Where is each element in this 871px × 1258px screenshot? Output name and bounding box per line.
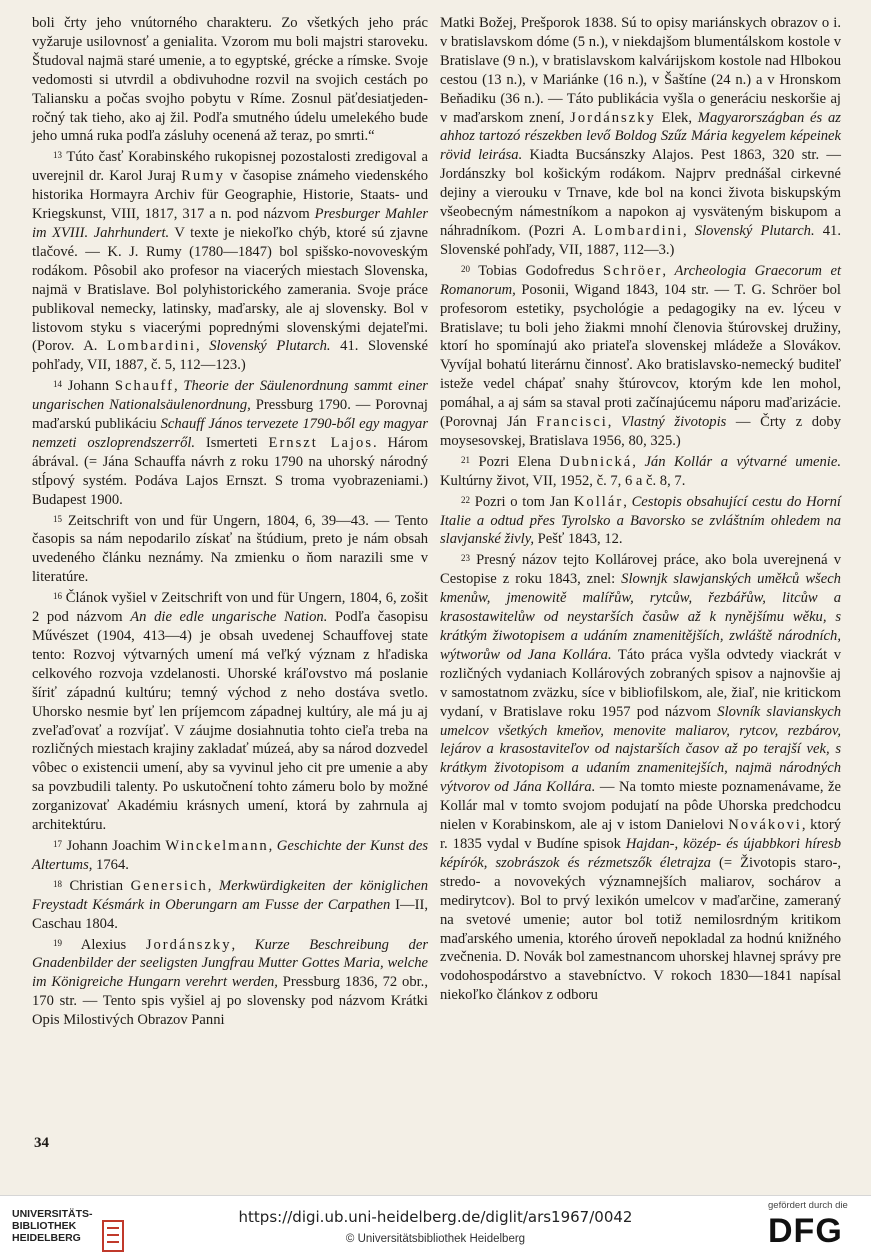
permalink-url[interactable]: https://digi.ub.uni-heidelberg.de/diglit/ars1967/0042 bbox=[238, 1208, 633, 1226]
library-name-line-1: UNIVERSITÄTS- bbox=[12, 1208, 93, 1220]
footnote-paragraph: $^{16}$ Článok vyšiel v Zeitschrift von und für Ungern, 1804, 6, zošit 2 pod názvom An die edle ungarische Nation. Podľa časopisu Művészet (1904, 413—4) je obsah uvedenej Schauffovej state tento: Rozvoj výtvarných umení má veľký význam z hľadiska celkového rozvoja vzdelanosti. Uhorské kráľovstvo má poslanie šíriť západnú kultúru; temný východ z neho dostáva svetlo. Uhorsko nesmie byť len príjemcom západnej kultúry, ale má ju aj zveľaďovať a rozvíjať. V záujme dosiahnutia tohto cieľa treba na rozličných miestach krajiny zakladať múzeá, aby sa národ dozvedel vôbec o existencii umení, aby sa vyvinul jeho cit pre umenie a aby sa povzbudili talenty. Po uskutočnení tohto zámeru bolo by možné zorganizovať Akadémiu krásnych umení, ktorá by zahrnula aj architektúru. bbox=[32, 590, 428, 834]
footnote-paragraph: $^{17}$ Johann Joachim Winckelmann, Geschichte der Kunst des Altertums, 1764. bbox=[32, 837, 428, 873]
funder-note: gefördert durch die bbox=[768, 1200, 848, 1211]
page-number: 34 bbox=[34, 1135, 49, 1151]
library-name-line-2: BIBLIOTHEK bbox=[12, 1220, 77, 1232]
footnote-paragraph: $^{19}$ Alexius Jordánszky, Kurze Beschreibung der Gnadenbilder der seeligsten Jungfrau Mutter Gottes Maria, welche im Königreiche Hungarn verehrt werden, Pressburg 1836, 72 obr., 170 str. — Tento spis vyšiel aj po slovensky pod názvom Krátki Opis Milostivých Obrazov Panni bbox=[32, 936, 429, 1029]
continued-paragraph: boli črty jeho vnútorného charakteru. Zo všetkých jeho prác vyžaruje usilovnosť a genialita. Vzorom mu boli majstri staroveku. Študoval najmä staré umenie, a to egyptské, grécke a rímske. Svoje vedomosti si utvrdil a obdivuhodne rozvil na svojich cestách po Taliansku a počas svojho pobytu v Ríme. Zosnul päťdesiatjeden-ročný tak tieho, ako aj žil. Podľa smutného údelu umelekého bude jeho umná ruka podľa zásluhy ocenená až teraz, po smrti.“ bbox=[32, 15, 428, 145]
footnote-paragraph: $^{15}$ Zeitschrift von und für Ungern, 1804, 6, 39—43. — Tento časopis sa nám nepodarilo získať na štúdium, preto je nám obsah uvedeného článku neznámy. Na zmienku o ňom narazili sme v literatúre. bbox=[32, 512, 428, 586]
footnote-paragraph: $^{23}$ Presný názov tejto Kollárovej práce, ako bola uverejnená v Cestopise z roku 1843, znel: Slownjk slawjanských uměłců wšech kmenůw, jmenowitě malířůw, rytcůw, řezbářůw, litcůw a krasostawitelůw od neystarších časůw až k nynějšímu wěku, s krátkým žiwotopisem a udáním znamenitějších, zwláště národních, wýtworůw od Jana Kollára. Táto práca vyšla odvtedy viackrát v rozličných vydaniach Kollárových zobraných spisov a najnovšie aj v samostatnom zväzku, síce v bibliofilskom, ale, žiaľ, nie kritickom vydaní, v Bratislave roku 1957 pod názvom Slovník slavianskych umelcov všetkých kmeňov, menovite maliarov, rytcov, rezbárov, lejárov a krasostaviteľov od najstarších časov až po terajší vek, s krátkym životopisom a udaním znamenitejších, najmä národných výtvorov od Jána Kollára. — Na tomto mieste poznamenávame, že Kollár mal v tomto svojom podujatí na pôde Uhorska predchodcu nielen v Korabinskom, ale aj v istom Danielovi Novákovi, ktorý r. 1835 vydal v Budíne spisok Hajdan-, közép- és újabbkori híresb képírók, szobrászok és rézmetszők életrajza (= Životopis staro-, stredo- a novovekých významnejších maliarov, sochárov a medirytcov). Bol to prvý lexikón umelcov v maďarčine, zameraný na svetové umenie; autor bol totiž nemilosrdným kritikom maďarského umenia, ktorého úroveň nepokladal za hodnú knižného zvečnenia. D. Novák bol zamestnancom uhorskej hlavnej správy pre vodohospodárstvo a stavebníctvo. V rokoch 1830—1841 napísal niekoľko článkov z odboru bbox=[440, 552, 841, 1004]
right-column bbox=[440, 14, 841, 1005]
footnote-paragraph: $^{20}$ Tobias Godofredus Schröer, Archeologia Graecorum et Romanorum, Posonii, Wigand 1843, 104 str. — T. G. Schröer bol profesorom estetiky, psychológie a pedagogiky na ev. lýceu v Bratislave; tu boli jeho žiakmi mnohí členovia štúrovskej družiny, ktorí ho spomínajú ako priateľa slovenskej mládeže a Slovákov. Vyvíjal bohatú literárnu činnosť. Ako bratislavsko-nemecký buditeľ isteže vedel chápať snahy štúrovcov, ktorým kde len mohol, pomáhal, a aj sám sa staval proti začínajúcemu náporu maďarizácie. (Porovnaj Ján Francisci, Vlastný životopis — Črty z doby moysesovskej, Bratislava 1956, 80, 325.) bbox=[440, 262, 841, 449]
viewer-footer bbox=[0, 1195, 871, 1258]
copyright-notice: © Universitätsbibliothek Heidelberg bbox=[345, 1233, 526, 1245]
library-name-line-3: HEIDELBERG bbox=[12, 1232, 81, 1244]
footnote-paragraph: $^{22}$ Pozri o tom Jan Kollár, Cestopis obsahující cestu do Horní Italie a odtud přes Tyrolsko a Bavorsko se zvláštním ohledem na slavjanské živly, Pešť 1843, 12. bbox=[440, 493, 841, 548]
left-column bbox=[32, 14, 428, 1030]
footnote-paragraph: $^{14}$ Johann Schauff, Theorie der Säulenordnung sammt einer ungarischen Nationalsäulenordnung, Pressburg 1790. — Porovnaj maďarskú publikáciu Schauff János tervezete 1790-ből egy magyar nemzeti oszloprendszerről. Ismerteti Ernszt Lajos. Három ábrával. (= Jána Schauffa návrh z roku 1790 na uhorský národný stĺpový systém. Podáva Lajos Ernszt. S troma vyobrazeniami.) Budapest 1900. bbox=[32, 378, 429, 508]
footnote-paragraph: $^{21}$ Pozri Elena Dubnická, Ján Kollár a výtvarné umenie. Kultúrny život, VII, 1952, č. 7, 6 a č. 8, 7. bbox=[440, 453, 841, 489]
dfg-logo[interactable] bbox=[768, 1200, 860, 1254]
footnote-paragraph: $^{13}$ Túto časť Korabinského rukopisnej pozostalosti zredigoval a uverejnil dr. Karol Juraj Rumy v časopise známeho viedenského historika Hormayra Archiv für Geographie, Historie, Staats- und Kriegskunst, VIII, 1817, 317 a n. pod názvom Presburger Mahler im XVIII. Jahrhundert. V texte je niekoľko chýb, ktoré sú zjavne tlačové. — K. J. Rumy (1780—1847) bol spišsko-novoveským rodákom. Pôsobil ako profesor na viacerých miestach Slovenska, najmä v Bratislave. Bol polyhistorického zamerania. Svoje práce publikoval nemecky, latinsky, maďarsky, ale aj slovensky. Bol v listovom styku s viacerými poprednými slovenskými dejateľmi. (Porov. A. Lombardini, Slovenský Plutarch. 41. Slovenské pohľady, VII, 1887, č. 5, 112—123.) bbox=[32, 149, 429, 374]
continued-paragraph: Matki Božej, Prešporok 1838. Sú to opisy mariánskych obrazov o i. v bratislavskom dóme (5 n.), v niekdajšom blumentálskom kostole v Bratislave (9 n.), v bratislavskom kalvárijskom kostole nad Hlbokou cestou (13 n.), v Mariánke (16 n.), v Šaštíne (24 n.) a v Hronskom Beňadiku (36 n.). — Táto publikácia vyšla o generáciu neskoršie aj v maďarskom znení, Jordánszky Elek, Magyarországban és az ahhoz tartozó részekben levő Boldog Szűz Mária kegyelem képeinek rövid leirása. Kiadta Bucsánszky Alajos. Pest 1863, 320 str. — Jordánszky bol košickým rodákom. Najprv prednášal cirkevné dejiny a vierouku v Trnave, kde bol na konci života biskupským všeobecným námestníkom a napokon aj vysväteným biskupom a náhradníkom. (Pozri A. Lombardini, Slovenský Plutarch. 41. Slovenské pohľady, VII, 1887, 112—3.) bbox=[440, 15, 841, 258]
dfg-wordmark: DFG bbox=[768, 1212, 843, 1250]
footnote-paragraph: $^{18}$ Christian Genersich, Merkwürdigkeiten der königlichen Freystadt Késmárk in Oberungarn am Fusse der Carpathen I—II, Caschau 1804. bbox=[32, 877, 429, 932]
